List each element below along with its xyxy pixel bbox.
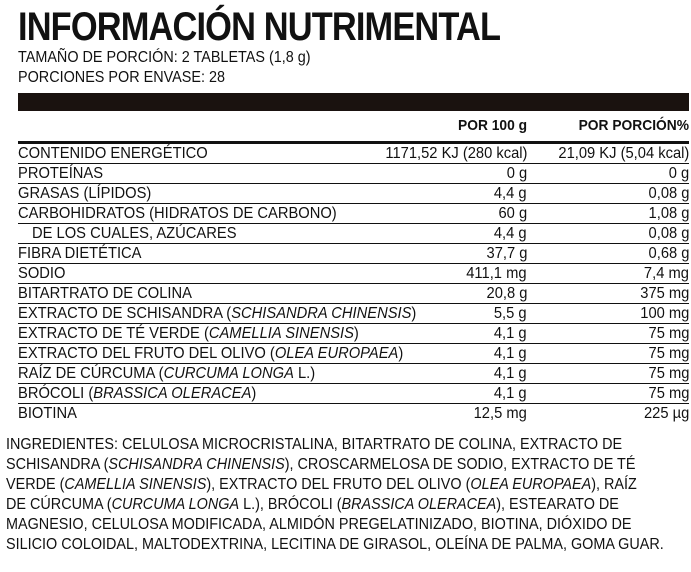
- italic-species-name: CAMELLIA SINENSIS: [208, 325, 354, 342]
- ingredients-line: SILICIO COLOIDAL, MALTODEXTRINA, LECITINA DE GIRASOL, OLEÍNA DE PALMA, GOMA GUAR.: [6, 536, 664, 553]
- panel-title: INFORMACIÓN NUTRIMENTAL: [18, 5, 501, 49]
- value-per-100g: 37,7 g: [348, 244, 527, 264]
- table-row: [18, 204, 689, 224]
- nutrient-name: EXTRACTO DE SCHISANDRA (SCHISANDRA CHINENSIS): [18, 305, 417, 322]
- value-per-100g: 0 g: [348, 164, 527, 184]
- nutrient-name: BITARTRATO DE COLINA: [18, 284, 348, 304]
- value-per-serving: 0 g: [527, 164, 689, 184]
- table-row: [18, 143, 689, 164]
- value-per-serving: 0,08 g: [527, 184, 689, 204]
- nutrient-name: GRASAS (LÍPIDOS): [18, 184, 348, 204]
- value-per-serving: 75 mg: [527, 344, 689, 364]
- italic-species-name: CAMELLIA SINENSIS: [64, 476, 207, 493]
- value-per-serving: 21,09 KJ (5,04 kcal): [527, 143, 689, 164]
- column-header-per-100g: POR 100 g: [348, 111, 527, 143]
- table-row: [18, 224, 689, 244]
- ingredients-line: MAGNESIO, CELULOSA MODIFICADA, ALMIDÓN PREGELATINIZADO, BIOTINA, DIÓXIDO DE: [6, 516, 632, 533]
- nutrient-name: PROTEÍNAS: [18, 164, 348, 184]
- table-row: [18, 404, 689, 424]
- table-row: [18, 284, 689, 304]
- header-empty-cell: [18, 111, 348, 143]
- serving-size: TAMAÑO DE PORCIÓN: 2 TABLETAS (1,8 g): [18, 49, 311, 66]
- value-per-serving: 100 mg: [527, 304, 689, 324]
- table-row: [18, 304, 689, 324]
- nutrient-name: BIOTINA: [18, 405, 77, 422]
- value-per-serving: 225 µg: [643, 405, 689, 422]
- italic-species-name: BRASSICA OLERACEA: [93, 385, 252, 402]
- header-divider-bar: [18, 93, 689, 111]
- value-per-serving: 375 mg: [527, 284, 689, 304]
- value-per-serving: 75 mg: [527, 384, 689, 404]
- value-per-serving: 7,4 mg: [527, 264, 689, 284]
- servings-per-container: PORCIONES POR ENVASE: 28: [18, 69, 225, 86]
- nutrient-name: DE LOS CUALES, AZÚCARES: [18, 224, 348, 244]
- nutrient-name: CONTENIDO ENERGÉTICO: [18, 143, 348, 164]
- italic-species-name: OLEA EUROPAEA: [470, 476, 592, 493]
- value-per-100g: 1171,52 KJ (280 kcal): [348, 143, 527, 164]
- italic-species-name: BRASSICA OLERACEA: [341, 496, 497, 513]
- table-row: [18, 324, 689, 344]
- value-per-serving: 75 mg: [527, 364, 689, 384]
- value-per-100g: 4,1 g: [348, 384, 527, 404]
- nutrition-table: [18, 111, 689, 423]
- nutrient-name: RAÍZ DE CÚRCUMA (CURCUMA LONGA L.): [18, 364, 348, 384]
- ingredients-line: VERDE (CAMELLIA SINENSIS), EXTRACTO DEL FRUTO DEL OLIVO (OLEA EUROPAEA), RAÍZ: [6, 476, 637, 493]
- value-per-100g: 12,5 mg: [473, 405, 527, 422]
- italic-species-name: CURCUMA LONGA: [163, 365, 294, 382]
- column-header-per-serving: POR PORCIÓN%: [527, 111, 689, 143]
- table-row: [18, 364, 689, 384]
- value-per-100g: 4,1 g: [348, 324, 527, 344]
- value-per-serving: 0,08 g: [527, 224, 689, 244]
- table-row: [18, 264, 689, 284]
- italic-species-name: OLEA EUROPAEA: [274, 345, 399, 362]
- value-per-100g: 4,4 g: [348, 184, 527, 204]
- nutrient-name: SODIO: [18, 264, 348, 284]
- nutrient-name: BRÓCOLI (BRASSICA OLERACEA): [18, 384, 348, 404]
- value-per-serving: 0,68 g: [527, 244, 689, 264]
- nutrition-panel: [6, 0, 689, 555]
- value-per-100g: 4,1 g: [348, 344, 527, 364]
- italic-species-name: CURCUMA LONGA: [111, 496, 240, 513]
- nutrient-name: CARBOHIDRATOS (HIDRATOS DE CARBONO): [18, 204, 348, 224]
- value-per-100g: 60 g: [348, 204, 527, 224]
- ingredients-line: INGREDIENTES: CELULOSA MICROCRISTALINA, BITARTRATO DE COLINA, EXTRACTO DE: [6, 436, 623, 453]
- ingredients-line: SCHISANDRA (SCHISANDRA CHINENSIS), CROSCARMELOSA DE SODIO, EXTRACTO DE TÉ: [6, 456, 636, 473]
- ingredients-line: DE CÚRCUMA (CURCUMA LONGA L.), BRÓCOLI (BRASSICA OLERACEA), ESTEARATO DE: [6, 496, 619, 513]
- ingredients-paragraph: [6, 435, 674, 555]
- value-per-100g: 20,8 g: [348, 284, 527, 304]
- nutrient-name: FIBRA DIETÉTICA: [18, 244, 348, 264]
- table-row: [18, 244, 689, 264]
- value-per-100g: 4,4 g: [348, 224, 527, 244]
- value-per-100g: 411,1 mg: [348, 264, 527, 284]
- value-per-serving: 75 mg: [527, 324, 689, 344]
- nutrient-name: EXTRACTO DEL FRUTO DEL OLIVO (OLEA EUROPAEA): [18, 345, 404, 362]
- table-row: [18, 184, 689, 204]
- nutrient-name: EXTRACTO DE TÉ VERDE (CAMELLIA SINENSIS): [18, 325, 359, 342]
- value-per-serving: 1,08 g: [527, 204, 689, 224]
- value-per-100g: 5,5 g: [348, 304, 527, 324]
- table-row: [18, 344, 689, 364]
- value-per-100g: 4,1 g: [348, 364, 527, 384]
- table-row: [18, 164, 689, 184]
- italic-species-name: SCHISANDRA CHINENSIS: [231, 305, 412, 322]
- italic-species-name: SCHISANDRA CHINENSIS: [108, 456, 285, 473]
- table-row: [18, 384, 689, 404]
- table-body: [18, 143, 689, 424]
- table-header-row: [18, 111, 689, 143]
